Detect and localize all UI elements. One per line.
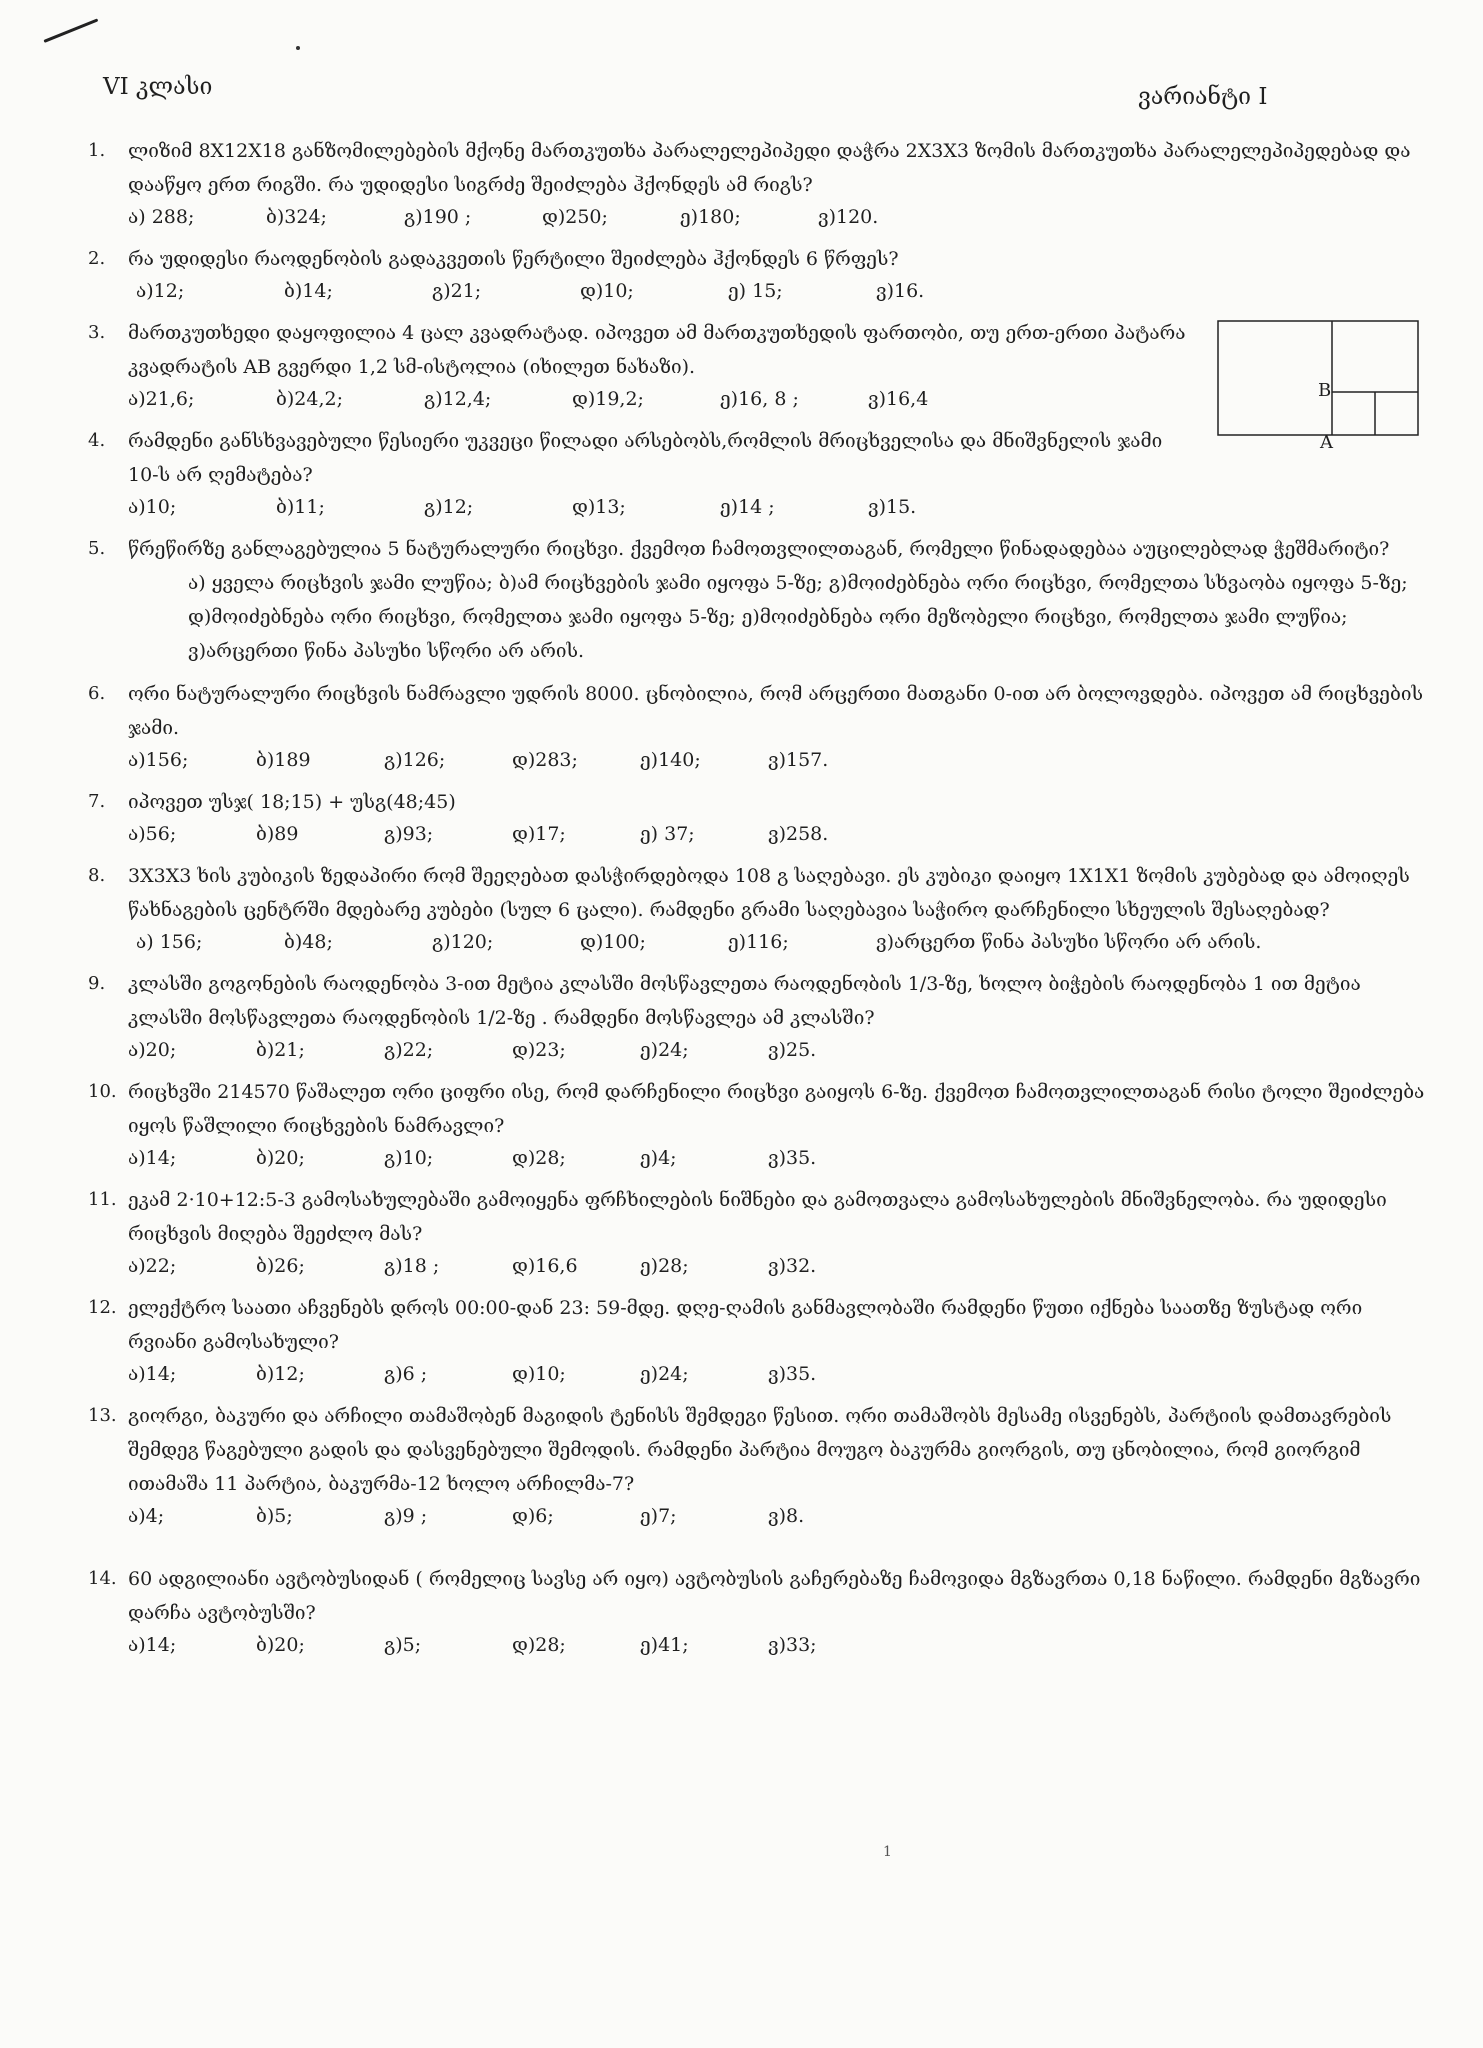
answer-option: ვ)16. bbox=[876, 280, 925, 302]
answer-option: ა)4; bbox=[128, 1505, 165, 1527]
answer-option: დ)19,2; bbox=[572, 388, 644, 410]
answer-option: ვ)120. bbox=[818, 206, 879, 228]
answer-options bbox=[128, 276, 1428, 307]
rectangle-squares-figure bbox=[1217, 320, 1419, 453]
answer-option: ვ)33; bbox=[768, 1634, 817, 1656]
answer-option: დ)23; bbox=[512, 1039, 566, 1061]
question-text: ეკამ 2·10+12:5-3 გამოსახულებაში გამოიყენა ფრჩხილების ნიშნები და გამოთვალა გამოსახულების მნიშვნელობა. რა უდიდესი რიცხვის მიღება შეეძლო მას? bbox=[128, 1189, 1387, 1245]
question-text: რიცხვში 214570 წაშალეთ ორი ციფრი ისე, რომ დარჩენილი რიცხვი გაიყოს 6-ზე. ქვემოთ ჩამოთვლილთაგან რისი ტოლი შეიძლება იყოს წაშლილი რიცხვების ნამრავლი? bbox=[128, 1081, 1425, 1137]
question-8 bbox=[88, 859, 1428, 958]
answer-option: დ)28; bbox=[512, 1634, 566, 1656]
answer-options bbox=[128, 1630, 1428, 1661]
answer-option: ბ)14; bbox=[284, 280, 333, 302]
answer-option: ბ)324; bbox=[266, 206, 327, 228]
answer-option: ა)10; bbox=[128, 496, 177, 518]
question-9 bbox=[88, 967, 1428, 1066]
answer-option: ე)16, 8 ; bbox=[720, 388, 799, 410]
answer-options bbox=[128, 202, 1428, 233]
question-text: რა უდიდესი რაოდენობის გადაკვეთის წერტილი შეიძლება ჰქონდეს 6 წრფეს? bbox=[128, 248, 899, 270]
answer-option: ვ)35. bbox=[768, 1363, 817, 1385]
question-number: 11. bbox=[88, 1189, 117, 1210]
answer-options: ა) ყველა რიცხვის ჯამი ლუწია; ბ)ამ რიცხვების ჯამი იყოფა 5-ზე; გ)მოიძებნება ორი რიცხვი, რომელთა სხვაობა იყოფა 5-ზე; დ)მოიძებნება ორი რიცხვი, რომელთა ჯამი იყოფა 5-ზე; ე)მოიძებნება ორი მეზობელი რიცხვი, რომელთა ჯამი ლუწია; ვ)არცერთი წინა პასუხი სწორი არ არის. bbox=[188, 572, 1408, 662]
answer-option: ბ)5; bbox=[256, 1505, 293, 1527]
question-text: ორი ნატურალური რიცხვის ნამრავლი უდრის 8000. ცნობილია, რომ არცერთი მათგანი 0-ით არ ბოლოვდება. იპოვეთ ამ რიცხვების ჯამი. bbox=[128, 683, 1423, 739]
answer-option: ე) 15; bbox=[728, 280, 783, 302]
answer-option: ა)14; bbox=[128, 1634, 177, 1656]
answer-option: გ)18 ; bbox=[384, 1255, 440, 1277]
answer-option: ბ)89 bbox=[256, 823, 299, 845]
answer-option: გ)93; bbox=[384, 823, 434, 845]
answer-option: გ)12; bbox=[424, 496, 474, 518]
answer-option: გ)9 ; bbox=[384, 1505, 428, 1527]
answer-option: ა)20; bbox=[128, 1039, 177, 1061]
answer-option: ა)156; bbox=[128, 749, 189, 771]
answer-option: ბ)48; bbox=[284, 931, 333, 953]
question-number: 2. bbox=[88, 248, 106, 269]
question-text: მართკუთხედი დაყოფილია 4 ცალ კვადრატად. იპოვეთ ამ მართკუთხედის ფართობი, თუ ერთ-ერთი პატარა კვადრატის AB გვერდი 1,2 სმ-ისტოლია (იხილეთ ნახაზი). bbox=[128, 322, 1186, 378]
question-text: კლასში გოგონების რაოდენობა 3-ით მეტია კლასში მოსწავლეთა რაოდენობის 1/3-ზე, ხოლო ბიჭების რაოდენობა 1 ით მეტია კლასში მოსწავლეთა რაოდენობის 1/2-ზე . რამდენი მოსწავლეა ამ კლასში? bbox=[128, 973, 1361, 1029]
question-6 bbox=[88, 677, 1428, 776]
question-number: 9. bbox=[88, 973, 106, 994]
answer-option: ბ)21; bbox=[256, 1039, 305, 1061]
answer-options bbox=[128, 819, 1428, 850]
question-text: ლიზიმ 8X12X18 განზომილებების მქონე მართკუთხა პარალელეპიპედი დაჭრა 2X3X3 ზომის მართკუთხა პარალელეპიპედებად და დააწყო ერთ რიგში. რა უდიდესი სიგრძე შეიძლება ჰქონდეს ამ რიგს? bbox=[128, 140, 1411, 196]
answer-option: ე)140; bbox=[640, 749, 701, 771]
question-number: 1. bbox=[88, 140, 106, 161]
answer-option: გ)10; bbox=[384, 1147, 434, 1169]
question-2 bbox=[88, 242, 1428, 307]
answer-option: ე)116; bbox=[728, 931, 789, 953]
answer-options bbox=[128, 1143, 1428, 1174]
answer-option: გ)6 ; bbox=[384, 1363, 428, 1385]
question-number: 6. bbox=[88, 683, 106, 704]
answer-option: ე)4; bbox=[640, 1147, 677, 1169]
answer-option: ვ)32. bbox=[768, 1255, 817, 1277]
answer-option: გ)21; bbox=[432, 280, 482, 302]
question-text: 60 ადგილიანი ავტობუსიდან ( რომელიც სავსე არ იყო) ავტობუსის გაჩერებაზე ჩამოვიდა მგზავრთა 0,18 ნაწილი. რამდენი მგზავრი დარჩა ავტობუსში? bbox=[128, 1568, 1421, 1624]
label-a: A bbox=[1320, 432, 1333, 453]
page-number: 1 bbox=[883, 1844, 892, 1860]
answer-option: ა)22; bbox=[128, 1255, 177, 1277]
question-number: 7. bbox=[88, 791, 106, 812]
answer-option: ა)14; bbox=[128, 1147, 177, 1169]
answer-option: ბ)189 bbox=[256, 749, 311, 771]
answer-option: ვ)25. bbox=[768, 1039, 817, 1061]
question-13 bbox=[88, 1399, 1428, 1532]
answer-options bbox=[128, 745, 1428, 776]
answer-option: დ)10; bbox=[512, 1363, 566, 1385]
question-number: 12. bbox=[88, 1297, 117, 1318]
answer-option: ა)12; bbox=[136, 280, 185, 302]
answer-options bbox=[128, 1251, 1428, 1282]
answer-option: ე)14 ; bbox=[720, 496, 775, 518]
answer-option: დ)6; bbox=[512, 1505, 554, 1527]
answer-option: ბ)20; bbox=[256, 1147, 305, 1169]
variant-label: ვარიანტი I bbox=[1138, 84, 1268, 110]
answer-option: ა)14; bbox=[128, 1363, 177, 1385]
question-14 bbox=[88, 1562, 1428, 1661]
answer-option: ბ)26; bbox=[256, 1255, 305, 1277]
answer-option: გ)126; bbox=[384, 749, 446, 771]
answer-option: ვ)8. bbox=[768, 1505, 805, 1527]
answer-option: ვ)157. bbox=[768, 749, 829, 771]
answer-options bbox=[128, 1501, 1428, 1532]
question-text: რამდენი განსხვავებული წესიერი უკვეცი წილადი არსებობს,რომლის მრიცხველისა და მნიშვნელის ჯამი 10-ს არ ღემატება? bbox=[128, 430, 1163, 486]
class-label: VI კლასი bbox=[103, 74, 213, 100]
question-number: 5. bbox=[88, 538, 106, 559]
answer-options bbox=[128, 1035, 1428, 1066]
answer-option: დ)13; bbox=[572, 496, 626, 518]
pen-mark bbox=[43, 18, 98, 43]
answer-option: ა) 156; bbox=[136, 931, 203, 953]
question-number: 3. bbox=[88, 322, 106, 343]
answer-option: დ)283; bbox=[512, 749, 578, 771]
answer-options bbox=[128, 927, 1428, 958]
answer-option: ა)56; bbox=[128, 823, 177, 845]
question-number: 13. bbox=[88, 1405, 117, 1426]
question-text: წრეწირზე განლაგებულია 5 ნატურალური რიცხვი. ქვემოთ ჩამოთვლილთაგან, რომელი წინადადებაა აუცილებლად ჭეშმარიტი? bbox=[128, 538, 1390, 560]
ink-dot bbox=[296, 46, 300, 50]
answer-option: დ)16,6 bbox=[512, 1255, 578, 1277]
answer-option: დ)28; bbox=[512, 1147, 566, 1169]
question-text: 3X3X3 ხის კუბიკის ზედაპირი რომ შეეღებათ დასჭირდებოდა 108 გ საღებავი. ეს კუბიკი დაიყო 1X1X1 ზომის კუბებად და ამოიღეს წახნაგების ცენტრში მდებარე კუბები (სულ 6 ცალი). რამდენი გრამი საღებავია საჭირო დარჩენილი სხეულის შესაღებად? bbox=[128, 865, 1410, 921]
answer-option: გ)22; bbox=[384, 1039, 434, 1061]
answer-option: ბ)24,2; bbox=[276, 388, 343, 410]
answer-option: ბ)12; bbox=[256, 1363, 305, 1385]
question-11 bbox=[88, 1183, 1428, 1282]
answer-option: ვ)არცერთ წინა პასუხი სწორი არ არის. bbox=[876, 931, 1262, 953]
question-number: 8. bbox=[88, 865, 106, 886]
answer-option: ვ)258. bbox=[768, 823, 829, 845]
answer-option: გ)190 ; bbox=[404, 206, 472, 228]
answer-option: ე)24; bbox=[640, 1039, 689, 1061]
answer-option: ე)28; bbox=[640, 1255, 689, 1277]
answer-option: დ)10; bbox=[580, 280, 634, 302]
answer-option: ბ)20; bbox=[256, 1634, 305, 1656]
answer-option: გ)120; bbox=[432, 931, 494, 953]
answer-option: ა)21,6; bbox=[128, 388, 195, 410]
question-5 bbox=[88, 532, 1428, 668]
answer-option: ე)180; bbox=[680, 206, 741, 228]
question-number: 4. bbox=[88, 430, 106, 451]
answer-option: გ)12,4; bbox=[424, 388, 492, 410]
answer-option: დ)250; bbox=[542, 206, 608, 228]
question-12 bbox=[88, 1291, 1428, 1390]
question-number: 14. bbox=[88, 1568, 117, 1589]
question-text: გიორგი, ბაკური და არჩილი თამაშობენ მაგიდის ტენისს შემდეგი წესით. ორი თამაშობს მესამე ისვენებს, პარტიის დამთავრების შემდეგ წაგებული გადის და დასვენებული შემოდის. რამდენი პარტია მოუგო ბაკურმა გიორგის, თუ ცნობილია, რომ გიორგიმ ითამაშა 11 პარტია, ბაკურმა-12 ხოლო არჩილმა-7? bbox=[128, 1405, 1392, 1495]
answer-option: დ)100; bbox=[580, 931, 646, 953]
question-10 bbox=[88, 1075, 1428, 1174]
answer-option: ა) 288; bbox=[128, 206, 195, 228]
answer-option: ე)41; bbox=[640, 1634, 689, 1656]
question-number: 10. bbox=[88, 1081, 117, 1102]
question-text: იპოვეთ უსჯ( 18;15) + უსგ(48;45) bbox=[128, 791, 456, 813]
label-b: B bbox=[1318, 380, 1332, 401]
question-7 bbox=[88, 785, 1428, 850]
answer-option: ე) 37; bbox=[640, 823, 695, 845]
answer-option: ე)24; bbox=[640, 1363, 689, 1385]
answer-option: დ)17; bbox=[512, 823, 566, 845]
answer-options bbox=[128, 492, 1428, 523]
question-text: ელექტრო საათი აჩვენებს დროს 00:00-დან 23: 59-მდე. დღე-ღამის განმავლობაში რამდენი წუთი იქნება საათზე ზუსტად ორი რვიანი გამოსახული? bbox=[128, 1297, 1363, 1353]
question-1 bbox=[88, 134, 1428, 233]
answer-option: ვ)35. bbox=[768, 1147, 817, 1169]
answer-option: ვ)15. bbox=[868, 496, 917, 518]
answer-option: ვ)16,4 bbox=[868, 388, 929, 410]
answer-option: ბ)11; bbox=[276, 496, 325, 518]
answer-option: ე)7; bbox=[640, 1505, 677, 1527]
answer-option: გ)5; bbox=[384, 1634, 422, 1656]
answer-options bbox=[128, 1359, 1428, 1390]
